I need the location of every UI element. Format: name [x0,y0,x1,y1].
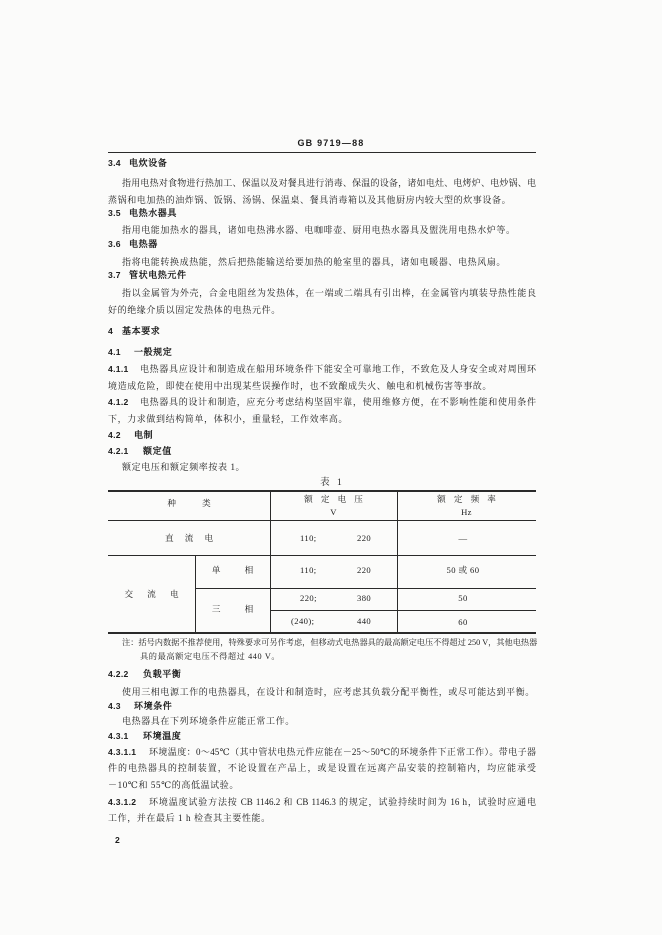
table-cell-three-phase-2-voltage-a: (240); [291,616,315,626]
section-3-6-number: 3.6 [108,239,121,249]
table-cell-ac-label: 交 流 电 [124,589,179,599]
section-3-7-title: 管状电热元件 [129,270,187,280]
section-4-3-title: 环境条件 [134,701,173,711]
section-4-3-1-2-line-2: 工作，并在最后 1 h 检查其主要性能。 [108,813,271,823]
section-3-5-line-1: 指用电能加热水的器具，诸如电热沸水器、电咖啡壶、厨用电热水器具及盥洗用电热水炉等。 [122,225,516,235]
section-4-3-1-2-number: 4.3.1.2 [108,797,137,807]
table-row-rule-dc [108,555,536,556]
section-3-6-line-1: 指将电能转换成热能，然后把热能输送给要加热的舱室里的器具，诸如电暖器、电热风扇。 [122,257,507,267]
section-4-3-line-1: 电热器具在下列环境条件应能正常工作。 [122,716,295,726]
table-cell-single-phase-voltage-b: 220 [357,565,372,575]
section-4-2-title: 电制 [134,430,154,440]
table-note-line-2: 具的最高额定电压不得超过 440 V。 [140,652,281,661]
section-4-3-1-title: 环境温度 [143,731,182,741]
table-cell-three-phase-label: 三 相 [211,604,254,614]
section-4-1-2-number: 4.1.2 [108,397,129,407]
section-4-3-1-1-number: 4.3.1.1 [108,747,137,757]
section-4-1-2-line-1: 电热器具的设计和制造，应充分考虑结构坚固牢靠，使用维修方便，在不影响性能和使用条件 [140,397,536,407]
section-3-6-title: 电热器 [129,239,158,249]
section-3-4-title: 电炊设备 [129,158,168,168]
section-4-3-1-number: 4.3.1 [108,731,129,741]
table-header-type: 种 类 [167,498,211,508]
section-3-7-number: 3.7 [108,270,121,280]
table-cell-dc-voltage-a: 110; [300,533,317,543]
table-header-voltage-unit: V [330,507,337,517]
table-bottom-rule [108,632,536,634]
section-4-2-2-title: 负载平衡 [143,669,182,679]
table-cell-single-phase-label: 单 相 [211,565,254,575]
section-3-5-number: 3.5 [108,208,121,218]
table-header-frequency-unit: Hz [461,507,472,517]
table-cell-dc-frequency: — [458,533,468,543]
section-4-title: 基本要求 [122,326,161,336]
table-header-frequency: 额 定 频 率 [437,494,496,504]
section-3-7-line-2: 好的绝缘介质以固定发热体的电热元件。 [108,305,281,315]
section-3-4-line-2: 蒸锅和电加热的油炸锅、饭锅、汤锅、保温桌、餐具消毒箱以及其他厨房内较大型的炊事设备。 [108,195,512,205]
section-4-number: 4 [108,326,114,336]
section-4-3-1-1-line-2: 件的电热器具的控制装置，不论设置在产品上，或是设置在远离产品安装的控制箱内，均应能承受 [108,763,536,773]
table-cell-single-phase-voltage-a: 110; [300,565,317,575]
section-4-1-2-line-2: 下，力求做到结构简单，体积小，重量轻，工作效率高。 [108,414,349,424]
table-cell-three-phase-1-frequency: 50 [458,593,468,603]
section-4-1-title: 一般规定 [134,347,173,357]
section-4-3-1-1-line-3: －10℃和 55℃的高低温试验。 [108,780,239,790]
section-4-2-2-number: 4.2.2 [108,669,129,679]
section-4-2-2-line-1: 使用三相电源工作的电热器具，在设计和制造时，应考虑其负载分配平衡性，或尽可能达到平衡。 [122,687,535,697]
section-4-1-1-number: 4.1.1 [108,364,129,374]
section-4-3-1-2-line-1: 环境温度试验方法按 CB 1146.2 和 CB 1146.3 的规定，试验持续时间为 16 h，试验时应通电 [149,797,536,807]
section-4-1-1-line-2: 境造成危险，即使在使用中出现某些误操作时，也不致酿成失火、触电和机械伤害等事故。 [108,381,493,391]
section-4-2-1-number: 4.2.1 [108,446,129,456]
table-cell-three-phase-1-voltage-b: 380 [357,593,372,603]
section-4-3-number: 4.3 [108,701,121,711]
section-3-7-line-1: 指以金属管为外壳，合金电阻丝为发热体，在一端或二端具有引出棒，在金属管内填装导热性能良 [122,288,536,298]
table-cell-dc-voltage-b: 220 [357,533,372,543]
table-row-rule-three-phase [270,610,536,611]
table-top-rule [108,490,536,492]
table-cell-single-phase-frequency: 50 或 60 [446,565,480,575]
section-4-3-1-1-line-1: 环境温度：0～45℃（其中管状电热元件应能在－25～50℃的环境条件下正常工作）。带电子器 [149,747,536,757]
section-4-2-1-line-1: 额定电压和额定频率按表 1。 [122,462,246,472]
table-1-caption: 表 1 [320,478,342,488]
table-note-line-1: 注：括号内数据不推荐使用，特殊要求可另作考虑，但移动式电热器具的最高额定电压不得超过 250 V，其他电热器 [122,638,538,647]
section-3-4-line-1: 指用电热对食物进行热加工、保温以及对餐具进行消毒、保温的设备，诸如电灶、电烤炉、电炒锅、电 [122,178,536,188]
table-row-rule-single-phase [195,588,536,589]
section-4-1-number: 4.1 [108,347,121,357]
section-4-2-1-title: 额定值 [143,446,172,456]
table-cell-three-phase-2-frequency: 60 [458,617,468,627]
table-cell-three-phase-1-voltage-a: 220; [300,593,317,603]
page-number: 2 [115,835,121,845]
table-cell-dc-label: 直 流 电 [164,533,214,543]
section-4-1-1-line-1: 电热器具应设计和制造成在船用环境条件下能安全可靠地工作，不致危及人身安全或对周围环 [140,364,536,374]
section-3-5-title: 电热水器具 [129,208,178,218]
header-rule [108,152,536,153]
section-3-4-number: 3.4 [108,158,121,168]
table-header-rule [108,520,536,521]
table-cell-three-phase-2-voltage-b: 440 [357,616,372,626]
standard-code-header: GB 9719—88 [297,138,365,148]
table-header-voltage: 额 定 电 压 [304,494,363,504]
section-4-2-number: 4.2 [108,430,121,440]
